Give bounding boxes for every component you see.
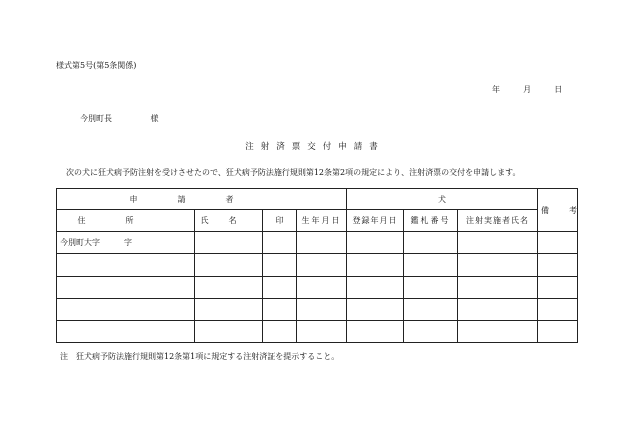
row-name-cell[interactable] bbox=[195, 298, 263, 320]
addressee bbox=[80, 113, 159, 124]
row-seal-cell[interactable] bbox=[263, 298, 297, 320]
row-address-cell[interactable] bbox=[57, 254, 195, 276]
intro-text: 次の犬に狂犬病予防注射を受けさせたので、狂犬病予防法施行規則第12条第2項の規定により、注射済票の交付を申請します。 bbox=[66, 168, 521, 177]
row-injector-name-cell[interactable] bbox=[458, 276, 538, 298]
row-remarks-cell[interactable] bbox=[538, 276, 578, 298]
date-day-label: 日 bbox=[554, 85, 563, 94]
addressee-name: 今別町長 bbox=[80, 114, 112, 123]
table-row bbox=[57, 232, 578, 254]
row-registration-date-cell[interactable] bbox=[347, 298, 404, 320]
row-registration-date-cell[interactable] bbox=[347, 320, 404, 342]
row-birthdate-cell[interactable] bbox=[297, 276, 347, 298]
col-tag-number-header: 鑑札番号 bbox=[404, 210, 458, 232]
row-registration-date-cell[interactable] bbox=[347, 254, 404, 276]
row-address-cell[interactable] bbox=[57, 320, 195, 342]
table-row bbox=[57, 298, 578, 320]
row-seal-cell[interactable] bbox=[263, 320, 297, 342]
row-tag-number-cell[interactable] bbox=[404, 320, 458, 342]
footnote: 注 狂犬病予防法施行規則第12条第1項に規定する注射済証を提示すること。 bbox=[60, 352, 340, 361]
date-month-label: 月 bbox=[523, 85, 532, 94]
row-tag-number-cell[interactable] bbox=[404, 298, 458, 320]
row-remarks-cell[interactable] bbox=[538, 232, 578, 254]
row-registration-date-cell[interactable] bbox=[347, 276, 404, 298]
col-birthdate-header: 生年月日 bbox=[297, 210, 347, 232]
row-name-cell[interactable] bbox=[195, 276, 263, 298]
addressee-honorific: 様 bbox=[150, 114, 159, 123]
group-dog-header: 犬 bbox=[347, 189, 538, 210]
row-seal-cell[interactable] bbox=[263, 232, 297, 254]
row-address-cell[interactable] bbox=[57, 298, 195, 320]
row-injector-name-cell[interactable] bbox=[458, 320, 538, 342]
col-registration-date-header: 登録年月日 bbox=[347, 210, 404, 232]
application-table bbox=[56, 188, 597, 343]
document-title: 注射済票交付申請書 bbox=[245, 142, 385, 152]
remarks-header: 備考 bbox=[538, 189, 578, 232]
row-address-cell[interactable]: 今別町大字 字 bbox=[57, 232, 195, 254]
table-row bbox=[57, 276, 578, 298]
row-birthdate-cell[interactable] bbox=[297, 254, 347, 276]
row-name-cell[interactable] bbox=[195, 320, 263, 342]
form-number: 様式第5号(第5条関係) bbox=[56, 61, 137, 70]
table-row bbox=[57, 320, 578, 342]
row-seal-cell[interactable] bbox=[263, 254, 297, 276]
row-birthdate-cell[interactable] bbox=[297, 298, 347, 320]
row-seal-cell[interactable] bbox=[263, 276, 297, 298]
date-year-label: 年 bbox=[492, 85, 500, 94]
row-name-cell[interactable] bbox=[195, 254, 263, 276]
row-injector-name-cell[interactable] bbox=[458, 254, 538, 276]
col-name-header: 氏名 bbox=[195, 210, 263, 232]
col-address-header: 住所 bbox=[57, 210, 195, 232]
row-remarks-cell[interactable] bbox=[538, 298, 578, 320]
row-birthdate-cell[interactable] bbox=[297, 320, 347, 342]
col-seal-header: 印 bbox=[263, 210, 297, 232]
row-remarks-cell[interactable] bbox=[538, 254, 578, 276]
row-tag-number-cell[interactable] bbox=[404, 254, 458, 276]
row-injector-name-cell[interactable] bbox=[458, 232, 538, 254]
row-address-cell[interactable] bbox=[57, 276, 195, 298]
date-line bbox=[492, 84, 562, 95]
row-tag-number-cell[interactable] bbox=[404, 276, 458, 298]
row-tag-number-cell[interactable] bbox=[404, 232, 458, 254]
row-remarks-cell[interactable] bbox=[538, 320, 578, 342]
group-applicant-header: 申請者 bbox=[57, 189, 347, 210]
row-registration-date-cell[interactable] bbox=[347, 232, 404, 254]
row-birthdate-cell[interactable] bbox=[297, 232, 347, 254]
col-injector-name-header: 注射実施者氏名 bbox=[458, 210, 538, 232]
table-row bbox=[57, 254, 578, 276]
row-injector-name-cell[interactable] bbox=[458, 298, 538, 320]
row-name-cell[interactable] bbox=[195, 232, 263, 254]
